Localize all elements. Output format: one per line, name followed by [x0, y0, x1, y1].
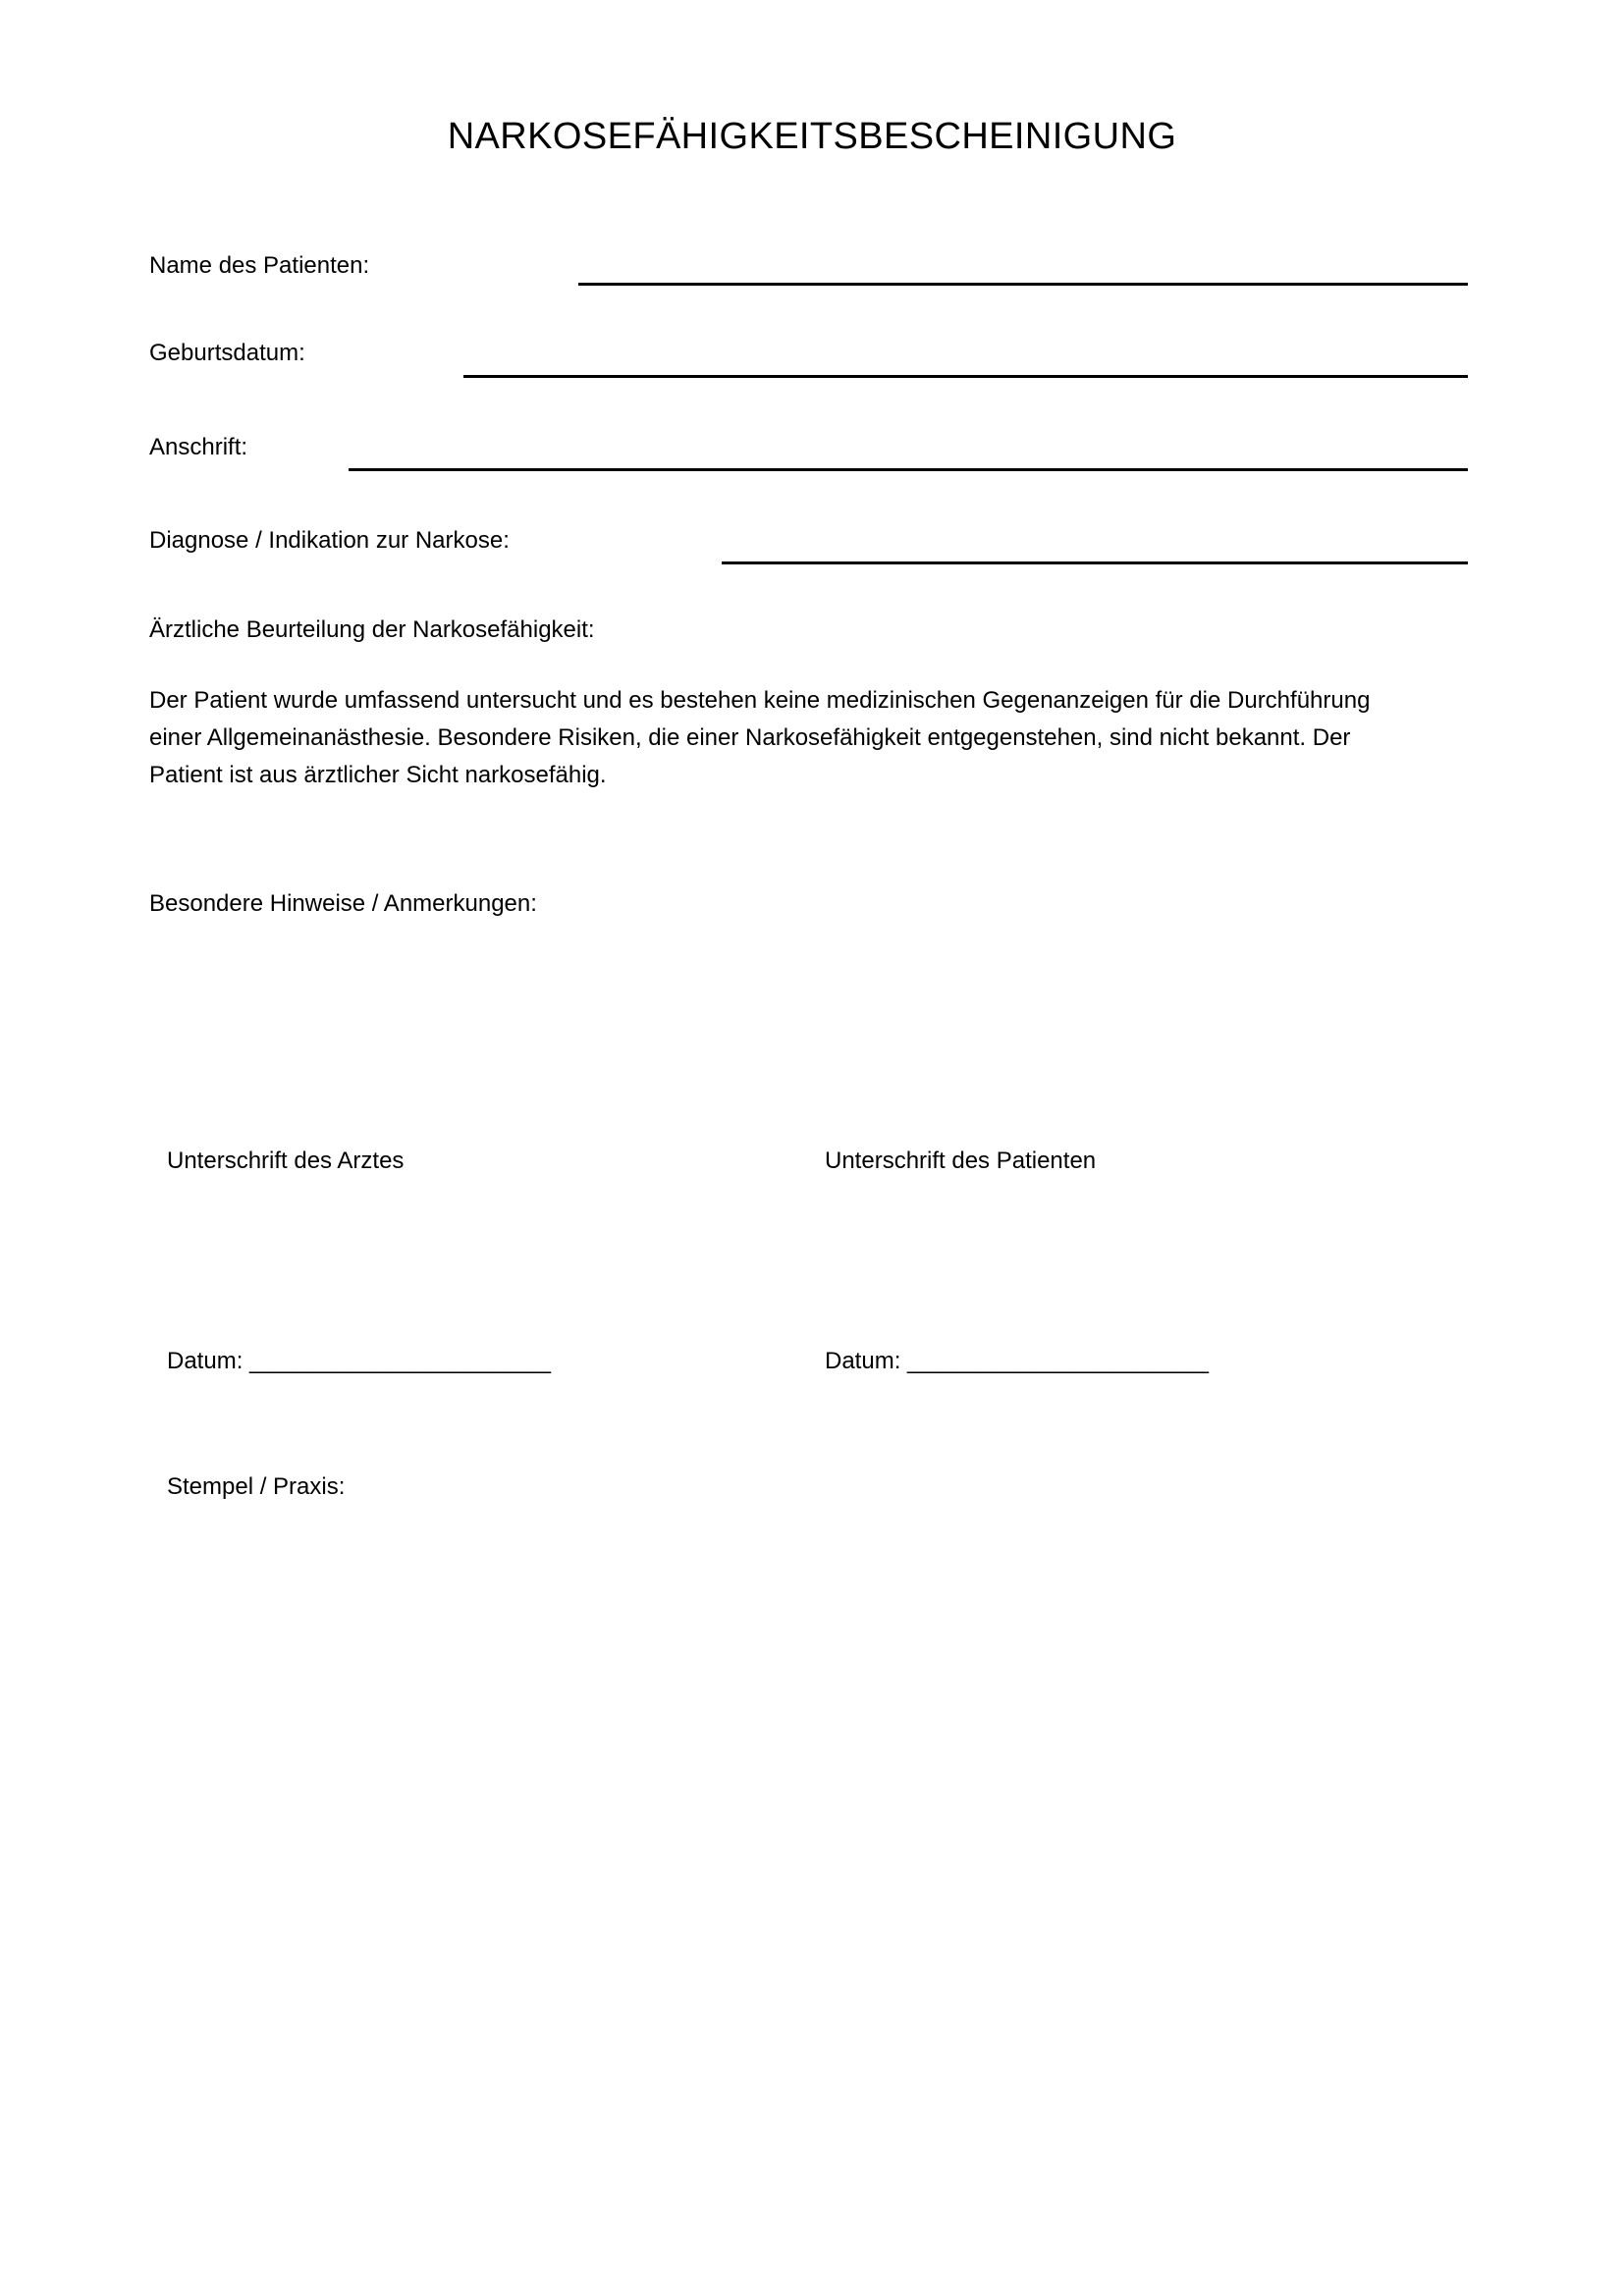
stamp-area[interactable] [167, 1517, 776, 1772]
field-label-address: Anschrift: [149, 434, 248, 460]
signature-area-patient[interactable] [825, 1193, 1375, 1330]
field-rule-birthdate[interactable] [463, 375, 1468, 378]
signature-area-doctor[interactable] [167, 1193, 717, 1330]
date-field-patient[interactable]: Datum: _______________________ [825, 1348, 1210, 1374]
assessment-heading: Ärztliche Beurteilung der Narkosefähigkeit: [149, 616, 595, 643]
notes-writing-area[interactable] [149, 933, 1416, 1119]
notes-heading: Besondere Hinweise / Anmerkungen: [149, 890, 537, 917]
field-label-name: Name des Patienten: [149, 252, 370, 279]
page-title: NARKOSEFÄHIGKEITSBESCHEINIGUNG [447, 116, 1177, 157]
field-label-diagnosis: Diagnose / Indikation zur Narkose: [149, 527, 510, 554]
field-rule-diagnosis[interactable] [722, 561, 1468, 564]
signature-label-doctor: Unterschrift des Arztes [167, 1148, 405, 1174]
field-label-birthdate: Geburtsdatum: [149, 340, 305, 366]
assessment-text: Der Patient wurde umfassend untersucht und es bestehen keine medizinischen Gegenanzeigen für die Durchführung einer Allgemeinanästhesie. Besondere Risiken, die einer Narkosefähigkeit entgegenstehen, sind nicht bekannt. Der Patient ist aus ärztlicher Sicht narkosefähig. [149, 687, 1371, 788]
signature-label-patient: Unterschrift des Patienten [825, 1148, 1097, 1174]
field-rule-address[interactable] [349, 468, 1468, 471]
date-field-doctor[interactable]: Datum: _______________________ [167, 1348, 552, 1374]
field-rule-name[interactable] [578, 283, 1468, 286]
stamp-label: Stempel / Praxis: [167, 1473, 346, 1500]
